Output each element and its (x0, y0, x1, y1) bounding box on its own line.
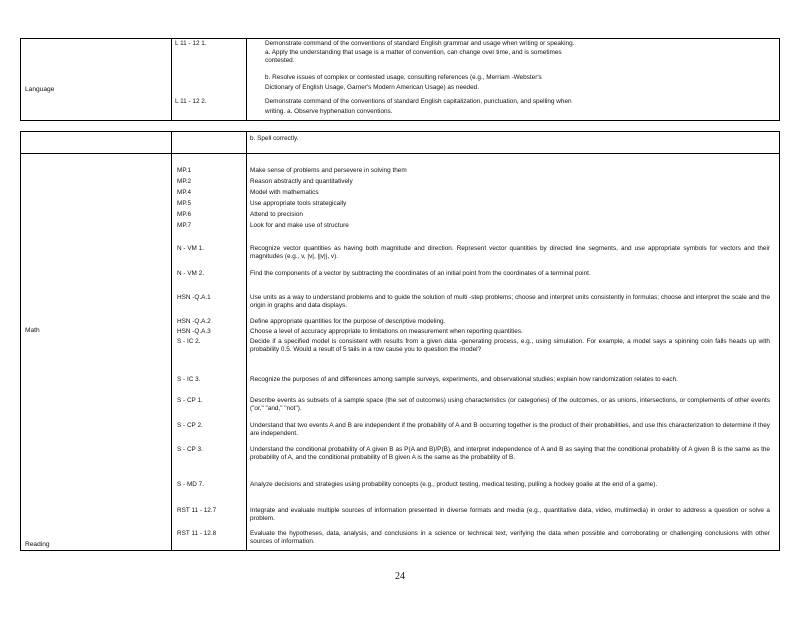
standard-text: Define appropriate quantities for the purpose of descriptive modeling. (250, 318, 446, 325)
standard-code: HSN -Q.A.2 (177, 318, 211, 325)
standard-text: Integrate and evaluate multiple sources of information presented in diverse formats and media (e.g., quantitative data, video, multimedia) in order to address a question or solve a problem. (250, 507, 770, 523)
column-divider (171, 132, 172, 550)
standard-text-line: contested. (265, 57, 295, 64)
standard-text: Recognize the purposes of and differences among sample surveys, experiments, and observational studies; explain how randomization relates to each. (250, 376, 678, 383)
standard-text-line: Demonstrate command of the conventions of standard English capitalization, punctuation, and spelling when (265, 98, 572, 105)
practice-code: MP.6 (177, 211, 192, 218)
standard-code: S - CP 1. (177, 397, 203, 404)
standard-text-line: Dictionary of English Usage, Garner's Modern American Usage) as needed. (265, 84, 479, 91)
standard-code: L 11 - 12 2. (175, 98, 207, 105)
practice-code: MP.1 (177, 167, 192, 174)
standard-text-line: writing. a. Observe hyphenation conventions. (265, 108, 393, 115)
standard-code: S - IC 2. (177, 338, 201, 345)
standard-text: Decide if a specified model is consistent with results from a given data -generating process, e.g., using simulation. For example, a model says a spinning coin falls heads up with probability 0.5. Would a result of 5 tails in a row cause you to question the model? (250, 338, 770, 354)
standard-text: Understand the conditional probability of A given B as P(A and B)/P(B), and interpret independence of A and B as saying that the conditional probability of A given B is the same as the probability of A, and the conditional probability of B given A is the same as the probability of B. (250, 446, 770, 462)
practice-text: Model with mathematics (250, 189, 319, 196)
standard-text-line: b. Resolve issues of complex or contested usage, consulting references (e.g., Merriam -Webster's (265, 74, 542, 81)
subject-reading: Reading (25, 541, 50, 548)
page-number: 24 (395, 571, 405, 582)
standard-code: S - MD 7. (177, 481, 204, 488)
column-divider (171, 39, 172, 120)
standard-code: N - VM 1. (177, 245, 204, 252)
standard-code: S - CP 3. (177, 446, 203, 453)
standard-code: L 11 - 12 1. (175, 40, 207, 47)
column-divider (246, 132, 247, 550)
standard-text-line: Demonstrate command of the conventions of standard English grammar and usage when writing or speaking. (265, 40, 575, 47)
standard-text: Describe events as subsets of a sample space (the set of outcomes) using characteristics (or categories) of the outcomes, or as unions, intersections, or complements of other events ("or," "and," "not"). (250, 397, 770, 413)
standard-text: Evaluate the hypotheses, data, analysis, and conclusions in a science or technical text, verifying the data when possible and corroborating or challenging conclusions with other sources of information. (250, 530, 770, 546)
standard-text-line: a. Apply the understanding that usage is a matter of convention, can change over time, and is sometimes (265, 48, 562, 56)
standard-code: RST 11 - 12.7 (177, 507, 217, 514)
continued-text: b. Spell correctly. (250, 135, 299, 142)
standard-code: S - CP 2. (177, 422, 203, 429)
standard-text: Recognize vector quantities as having both magnitude and direction. Represent vector quantities by directed line segments, and use appropriate symbols for vectors and their magnitudes (e.g., v, |v|, ||v||, v). (250, 245, 770, 261)
practice-text: Look for and make use of structure (250, 222, 349, 229)
practice-text: Use appropriate tools strategically (250, 200, 347, 207)
row-divider (21, 153, 779, 154)
standard-text: Understand that two events A and B are independent if the probability of A and B occurring together is the product of their probabilities, and use this characterization to determine if they are independent. (250, 422, 770, 438)
practice-text: Make sense of problems and persevere in solving them (250, 167, 407, 174)
standard-text: Find the components of a vector by subtracting the coordinates of an initial point from the coordinates of a terminal point. (250, 270, 591, 277)
standard-code: RST 11 - 12.8 (177, 530, 217, 537)
practice-code: MP.7 (177, 222, 192, 229)
practice-text: Reason abstractly and quantitatively (250, 178, 353, 185)
standard-code: S - IC 3. (177, 376, 201, 383)
column-divider (246, 39, 247, 120)
standard-text: Analyze decisions and strategies using probability concepts (e.g., product testing, medical testing, pulling a hockey goalie at the end of a game). (250, 481, 658, 488)
standard-text: Choose a level of accuracy appropriate to limitations on measurement when reporting quantities. (250, 328, 523, 335)
standard-code: HSN -Q.A.3 (177, 328, 211, 335)
subject-math: Math (25, 327, 40, 334)
practice-code: MP.2 (177, 178, 192, 185)
standard-code: N - VM 2. (177, 270, 204, 277)
practice-text: Attend to precision (250, 211, 303, 218)
standard-code: HSN -Q.A.1 (177, 294, 211, 301)
subject-language: Language (25, 86, 55, 93)
practice-code: MP.5 (177, 200, 192, 207)
standard-text: Use units as a way to understand problems and to guide the solution of multi -step problems; choose and interpret units consistently in formulas; choose and interpret the scale and the origin in graphs and data displays. (250, 294, 770, 310)
practice-code: MP.4 (177, 189, 192, 196)
